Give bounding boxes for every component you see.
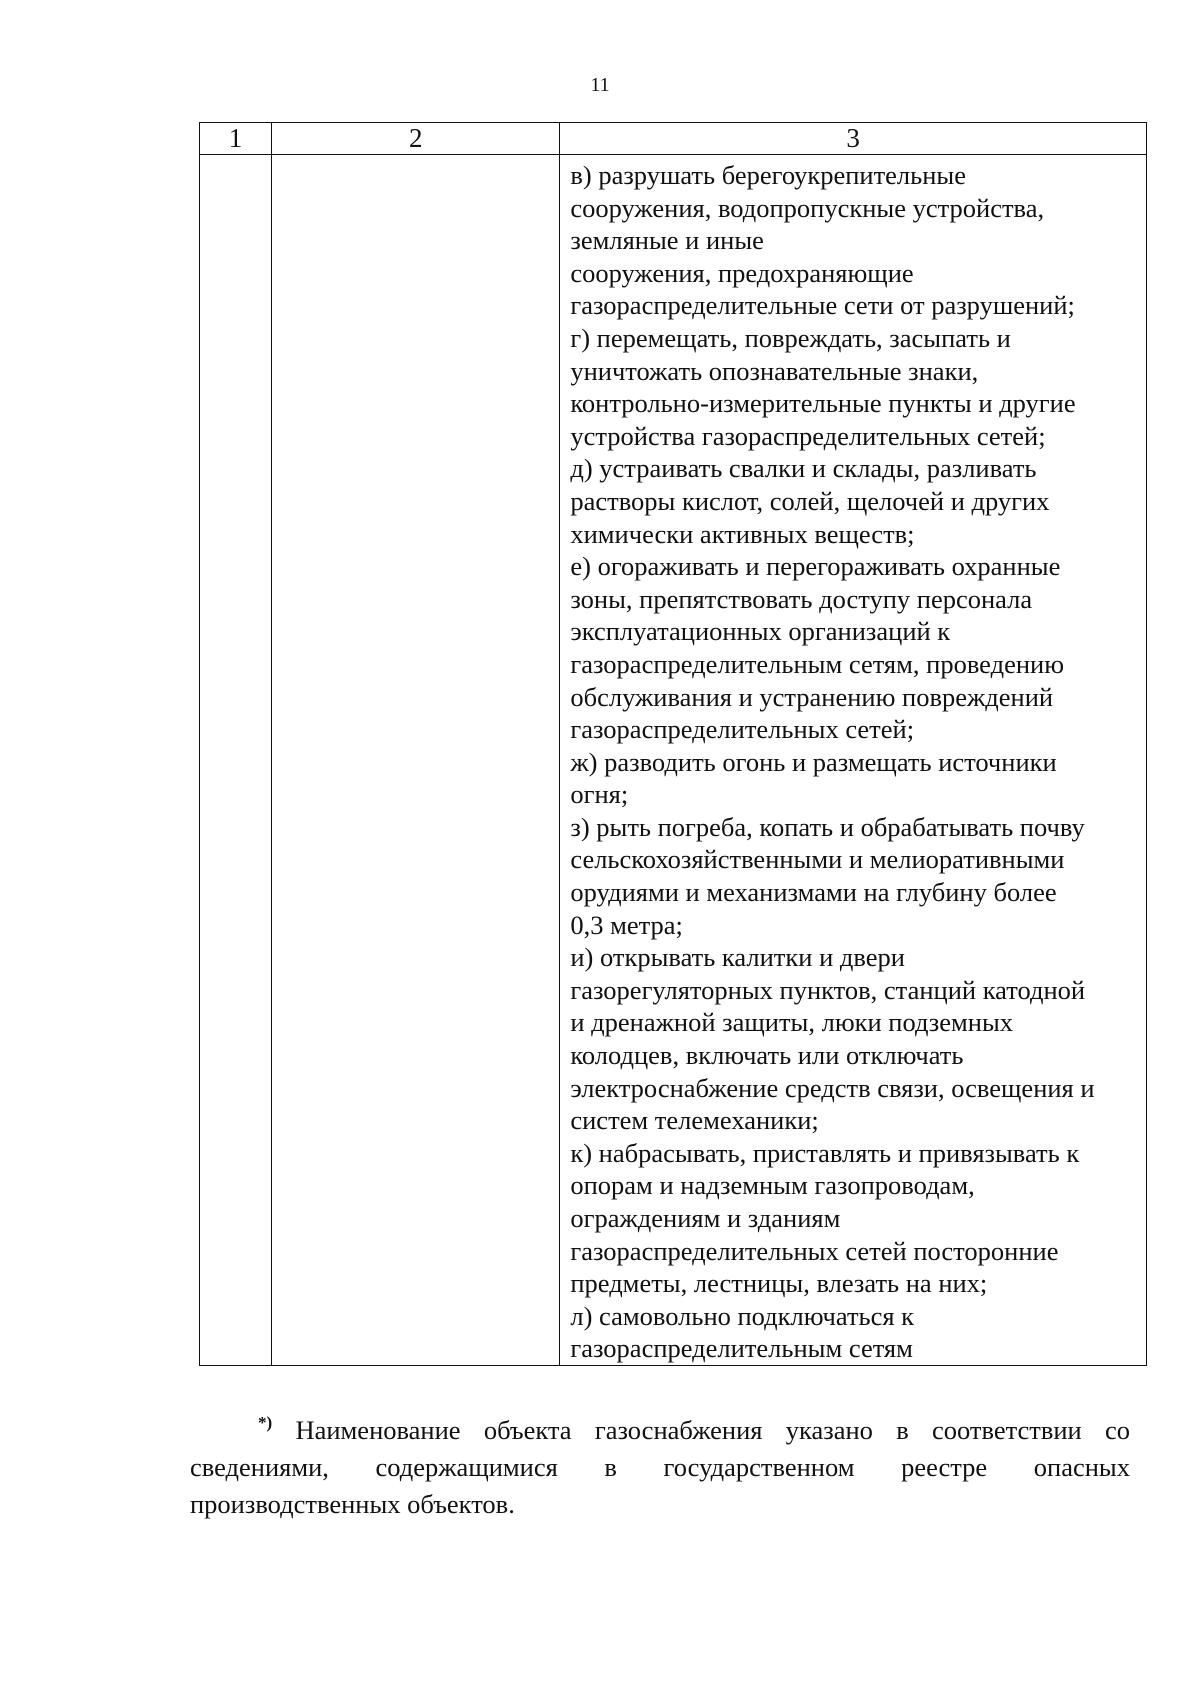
text-line: земляные и иные (570, 225, 764, 256)
footnote-line: производственных объектов. (190, 1489, 515, 1519)
page-number: 11 (590, 74, 610, 96)
text-line: зоны, препятствовать доступу персонала (570, 583, 1033, 614)
text-line: контрольно-измерительные пункты и другие (570, 388, 1076, 419)
table-row (200, 155, 1147, 1366)
table-header-row (200, 123, 1147, 155)
text-line: растворы кислот, солей, щелочей и других (570, 485, 1050, 516)
text-line: з) рыть погреба, копать и обрабатывать почву (570, 811, 1085, 842)
header-col-2: 2 (272, 123, 560, 155)
text-line: газораспределительным сетям, проведению (570, 648, 1064, 679)
header-col-1: 1 (200, 123, 272, 155)
footnote-text: Наименование объекта газоснабжения указано в соответствии со (295, 1415, 1131, 1445)
text-line: газорегуляторных пунктов, станций катодной (570, 974, 1086, 1005)
text-line: ограждениям и зданиям (570, 1203, 841, 1233)
text-line: и) открывать калитки и двери (570, 942, 905, 973)
cell-col-1 (200, 155, 272, 1366)
text-line: л) самовольно подключаться к (570, 1300, 915, 1331)
text-line: и дренажной защиты, люки подземных (570, 1007, 1014, 1038)
text-line: предметы, лестницы, влезать на них; (570, 1268, 988, 1299)
text-line: химически активных веществ; (570, 518, 915, 549)
text-line: 0,3 метра; (570, 909, 683, 940)
text-line: газораспределительных сетей; (570, 714, 915, 745)
text-line: уничтожать опознавательные знаки, (570, 355, 979, 386)
footnote-line (190, 1404, 1130, 1449)
text-line: электроснабжение средств связи, освещения и (570, 1072, 1095, 1103)
text-line: колодцев, включать или отключать (570, 1040, 964, 1071)
text-line: д) устраивать свалки и склады, разливать (570, 453, 1037, 484)
text-line: сооружения, предохраняющие (570, 257, 914, 288)
text-line: устройства газораспределительных сетей; (570, 420, 1046, 451)
text-line: огня; (570, 779, 629, 810)
text-line: сельскохозяйственными и мелиоративными (570, 844, 1065, 875)
text-line: газораспределительным сетям (570, 1333, 913, 1364)
footnote-line: сведениями, содержащимися в государственном реестре опасных (190, 1452, 1130, 1482)
text-line: газораспределительных сетей посторонние (570, 1235, 1059, 1266)
cell-col-2 (272, 155, 560, 1366)
footnote (190, 1404, 1130, 1523)
text-line: в) разрушать берегоукрепительные (570, 160, 966, 190)
footnote-marker: *) (258, 1413, 273, 1432)
text-line: е) огораживать и перегораживать охранные (570, 551, 1061, 582)
text-line: орудиями и механизмами на глубину более (570, 877, 1057, 908)
prohibitions-table (199, 122, 1147, 1366)
text-line: ж) разводить огонь и размещать источники (570, 746, 1057, 777)
text-line: г) перемещать, повреждать, засыпать и (570, 322, 1011, 353)
text-line: к) набрасывать, приставлять и привязывать к (570, 1137, 1080, 1168)
header-col-3: 3 (560, 123, 1147, 155)
text-line: опорам и надземным газопроводам, (570, 1170, 975, 1201)
cell-col-3 (560, 155, 1147, 1366)
text-line: газораспределительные сети от разрушений; (570, 290, 1075, 321)
text-line: обслуживания и устранению повреждений (570, 681, 1054, 712)
text-line: сооружения, водопропускные устройства, (570, 192, 1045, 223)
text-line: систем телемеханики; (570, 1105, 819, 1136)
text-line: эксплуатационных организаций к (570, 616, 951, 647)
